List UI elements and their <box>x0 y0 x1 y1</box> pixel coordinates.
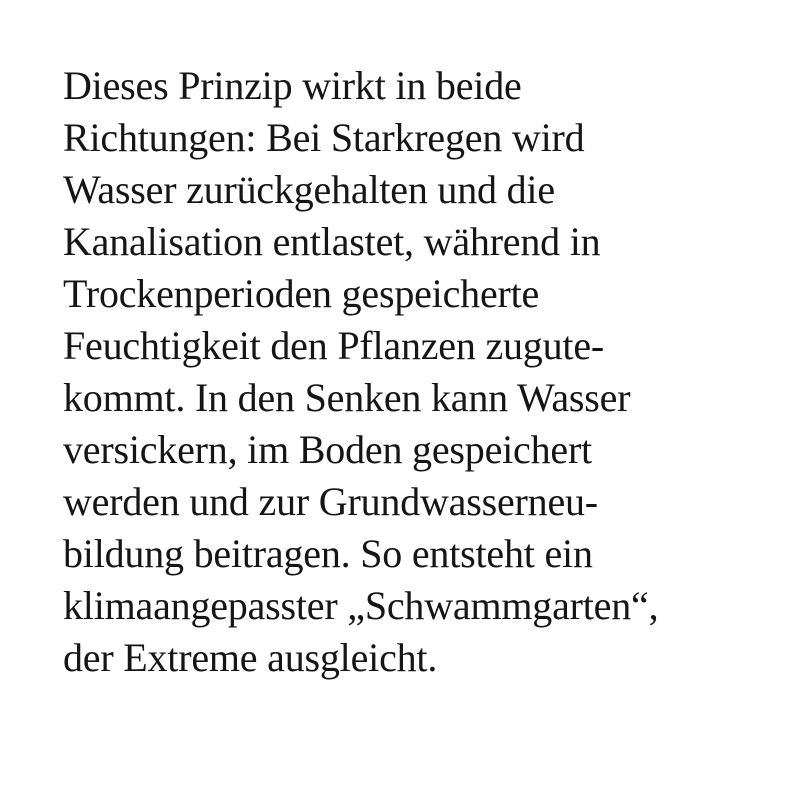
text-line: Trockenperioden gespeicherte <box>63 271 540 316</box>
paragraph <box>63 60 743 684</box>
text-line: bildung beitragen. So entsteht ein <box>63 531 593 576</box>
text-line: klimaangepasster „Schwammgarten“, <box>63 583 659 628</box>
text-line: Dieses Prinzip wirkt in beide <box>63 63 522 108</box>
text-line: Kanalisation entlastet, während in <box>63 219 601 264</box>
text-line: Feuchtigkeit den Pflanzen zugute- <box>63 323 604 368</box>
text-line: versickern, im Boden gespeichert <box>63 427 592 472</box>
text-line: werden und zur Grundwasserneu- <box>63 479 598 524</box>
text-line: der Extreme ausgleicht. <box>63 635 438 680</box>
text-line: kommt. In den Senken kann Wasser <box>63 375 631 420</box>
text-line: Richtungen: Bei Starkregen wird <box>63 115 585 160</box>
text-line: Wasser zurückgehalten und die <box>63 167 555 212</box>
